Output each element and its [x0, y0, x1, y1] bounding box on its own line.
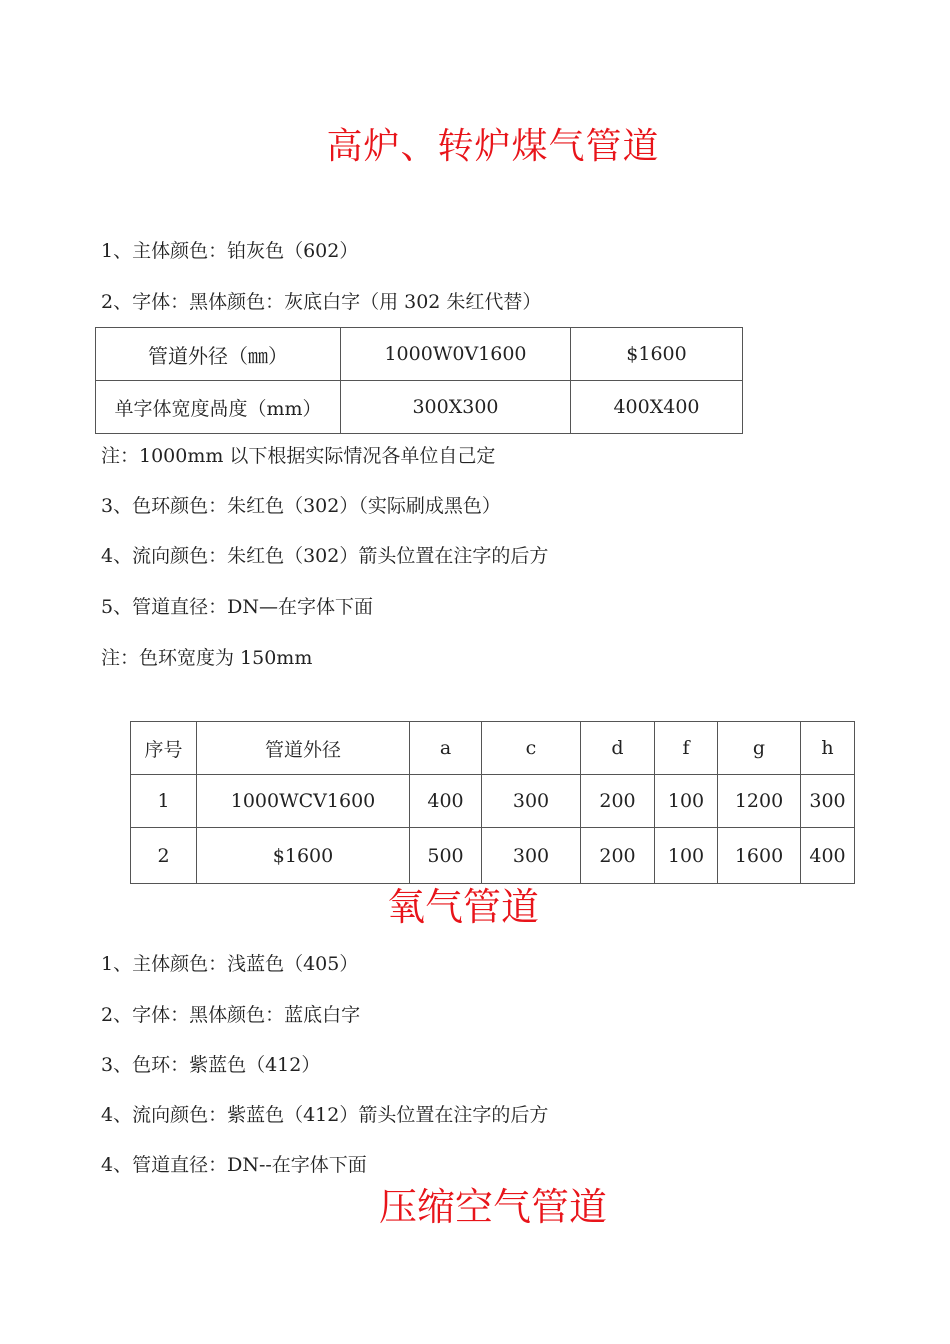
table-row [131, 775, 855, 828]
table-cell: 400X400 [571, 381, 743, 434]
line-note-1000mm: 注：1000mm 以下根据实际情况各单位自己定 [101, 445, 496, 467]
table-cell: $1600 [571, 328, 743, 381]
section-title-compressed-air-pipeline: 压缩空气管道 [378, 1185, 607, 1229]
table-cell: 500 [410, 828, 482, 884]
table-row [96, 328, 743, 381]
line-flow-color: 4、流向颜色：紫蓝色（412）箭头位置在注字的后方 [101, 1104, 549, 1126]
table-header-cell: 管道外径 [197, 722, 410, 775]
table-cell: 400 [410, 775, 482, 828]
table-cell: 1 [131, 775, 197, 828]
section-title-gas-pipeline: 高炉、转炉煤气管道 [326, 126, 660, 167]
table-cell: 管道外径（㎜） [96, 328, 341, 381]
table-cell: 1200 [718, 775, 801, 828]
table-row [96, 381, 743, 434]
table-cell: 100 [655, 828, 718, 884]
table-header-cell: h [801, 722, 855, 775]
table-cell: 300 [482, 775, 581, 828]
table-cell: 300X300 [341, 381, 571, 434]
line-main-color: 1、主体颜色：铂灰色（602） [101, 240, 359, 262]
table-header-cell: d [581, 722, 655, 775]
table-cell: 1000WCV1600 [197, 775, 410, 828]
line-flow-color: 4、流向颜色：朱红色（302）箭头位置在注字的后方 [101, 545, 549, 567]
line-ring-color: 3、色环：紫蓝色（412） [101, 1054, 321, 1076]
table-cell: $1600 [197, 828, 410, 884]
line-pipe-diameter: 5、管道直径：DN—在字体下面 [101, 596, 373, 618]
table-header-cell: 序号 [131, 722, 197, 775]
table-cell: 单字体宽度咼度（mm） [96, 381, 341, 434]
dimension-table [130, 721, 855, 884]
table-header-row [131, 722, 855, 775]
table-cell: 1600 [718, 828, 801, 884]
table-cell: 300 [801, 775, 855, 828]
line-main-color: 1、主体颜色：浅蓝色（405） [101, 953, 359, 975]
line-font-color: 2、字体：黑体颜色：灰底白字（用 302 朱红代替） [101, 291, 542, 313]
table-cell: 2 [131, 828, 197, 884]
line-pipe-diameter: 4、管道直径：DN--在字体下面 [101, 1154, 367, 1176]
table-header-cell: f [655, 722, 718, 775]
line-font-color: 2、字体：黑体颜色：蓝底白字 [101, 1004, 361, 1026]
table-cell: 300 [482, 828, 581, 884]
table-cell: 200 [581, 775, 655, 828]
line-note-ring-width: 注：色环宽度为 150mm [101, 647, 313, 669]
table-cell: 200 [581, 828, 655, 884]
table-header-cell: g [718, 722, 801, 775]
font-size-table [95, 327, 743, 434]
table-header-cell: c [482, 722, 581, 775]
table-cell: 400 [801, 828, 855, 884]
table-header-cell: a [410, 722, 482, 775]
section-title-oxygen-pipeline: 氧气管道 [386, 885, 539, 929]
table-cell: 1000W0V1600 [341, 328, 571, 381]
line-ring-color: 3、色环颜色：朱红色（302）（实际刷成黑色） [101, 495, 501, 517]
table-cell: 100 [655, 775, 718, 828]
